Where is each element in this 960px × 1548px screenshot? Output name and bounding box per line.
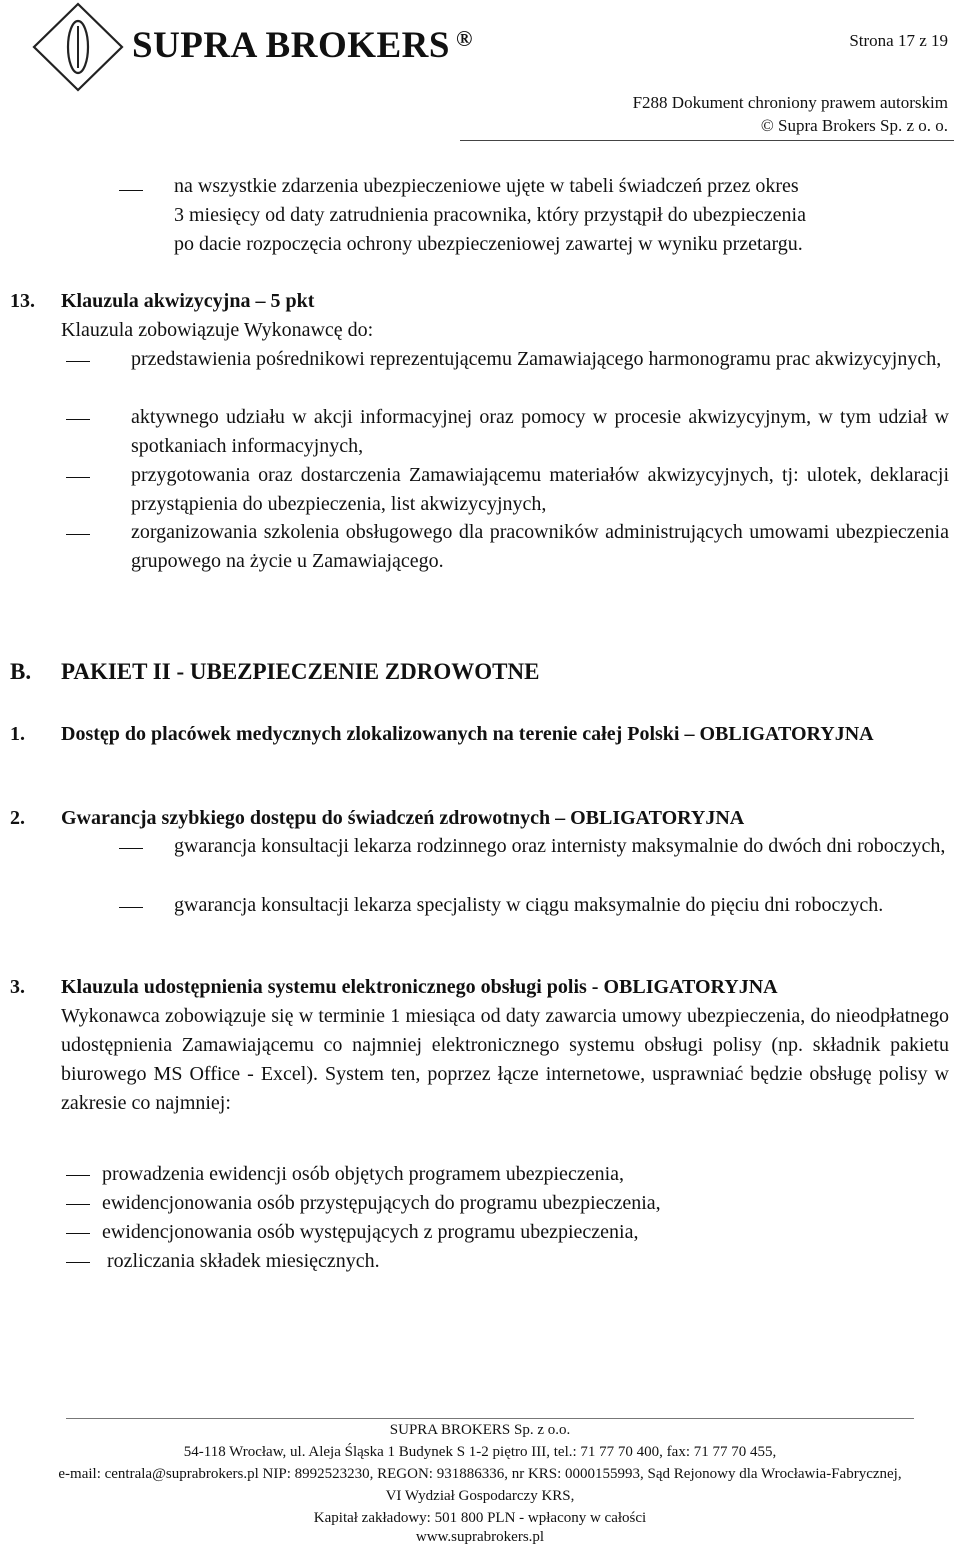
section-13-title: Klauzula akwizycyjna – 5 pkt (61, 290, 315, 312)
supra-brokers-logo-icon (30, 0, 126, 94)
bullet-dash (66, 419, 90, 420)
footer-company: SUPRA BROKERS Sp. z o.o. (389, 1422, 571, 1438)
registered-mark: ® (455, 26, 473, 51)
bullet-dash (119, 907, 143, 908)
section-13-item-1: przedstawienia pośrednikowi reprezentującemu Zamawiającego harmonogramu prac akwizycyjnych, (131, 348, 942, 370)
point-1-title: Dostęp do placówek medycznych zlokalizowanych na terenie całej Polski – OBLIGATORYJNA (61, 723, 874, 745)
point-2-item-2: gwarancja konsultacji lekarza specjalisty w ciągu maksymalnie do pięciu dni roboczych. (174, 894, 884, 916)
footer-capital: Kapitał zakładowy: 501 800 PLN - wpłacony w całości (313, 1510, 647, 1526)
package-b-letter: B. (10, 659, 32, 684)
bullet-dash (66, 361, 90, 362)
bullet-dash (66, 1175, 90, 1176)
section-13-item-2: aktywnego udziału w akcji informacyjnej oraz pomocy w procesie akwizycyjnym, w tym udział w spotkaniach informacyjnych, (131, 406, 949, 457)
bullet-dash (66, 477, 90, 478)
package-b-title: PAKIET II - UBEZPIECZENIE ZDROWOTNE (61, 659, 540, 684)
intro-line-2: 3 miesięcy od daty zatrudnienia pracownika, który przystąpił do ubezpieczenia (174, 204, 806, 226)
bullet-dash (66, 1204, 90, 1205)
copyright-owner: © Supra Brokers Sp. z o. o. (760, 116, 948, 135)
point-3-item-1: prowadzenia ewidencji osób objętych programem ubezpieczenia, (102, 1163, 625, 1185)
footer-website-link[interactable]: www.suprabrokers.pl (415, 1529, 545, 1545)
header-rule (460, 140, 954, 141)
bullet-dash (66, 1262, 90, 1263)
point-3-item-2: ewidencjonowania osób przystępujących do programu ubezpieczenia, (102, 1192, 661, 1214)
point-2-title: Gwarancja szybkiego dostępu do świadczeń zdrowotnych – OBLIGATORYJNA (61, 807, 745, 829)
footer-court-division: VI Wydział Gospodarczy KRS, (385, 1488, 575, 1504)
point-2-number: 2. (10, 807, 25, 829)
point-2-item-1: gwarancja konsultacji lekarza rodzinnego oraz internisty maksymalnie do dwóch dni roboczych, (174, 835, 946, 857)
intro-line-1: na wszystkie zdarzenia ubezpieczeniowe ujęte w tabeli świadczeń przez okres (174, 175, 799, 197)
bullet-dash (119, 848, 143, 849)
bullet-dash (119, 190, 143, 191)
intro-line-3: po dacie rozpoczęcia ochrony ubezpieczeniowej zawartej w wyniku przetargu. (174, 233, 803, 255)
bullet-dash (66, 534, 90, 535)
point-1-number: 1. (10, 723, 25, 745)
brand-name: SUPRA BROKERS ® (132, 25, 473, 66)
point-3-item-4: rozliczania składek miesięcznych. (102, 1250, 380, 1272)
footer-address: 54-118 Wrocław, ul. Aleja Śląska 1 Budynek S 1-2 piętro III, tel.: 71 77 70 400, fax: 71 77 70 455, (183, 1444, 777, 1460)
point-3-body: Wykonawca zobowiązuje się w terminie 1 miesiąca od daty zawarcia umowy ubezpieczenia, do nieodpłatnego udostępnienia Zamawiającemu co najmniej elektronicznego systemu obsługi polisy (np. składnik pakietu biurowego MS Office - Excel). System ten, poprzez łącze internetowe, usprawniać będzie obsługę polisy w zakresie co najmniej: (61, 1005, 949, 1114)
page-number: Strona 17 z 19 (849, 31, 948, 50)
footer-registration: e-mail: centrala@suprabrokers.pl NIP: 8992523230, REGON: 931886336, nr KRS: 0000155993, Sąd Rejonowy dla Wrocławia-Fabrycznej, (58, 1466, 902, 1482)
copyright-notice: F288 Dokument chroniony prawem autorskim (632, 93, 948, 112)
section-13-intro: Klauzula zobowiązuje Wykonawcę do: (61, 319, 374, 341)
point-3-number: 3. (10, 976, 25, 998)
point-3-title: Klauzula udostępnienia systemu elektronicznego obsługi polis - OBLIGATORYJNA (61, 976, 778, 998)
section-13-item-4: zorganizowania szkolenia obsługowego dla pracowników administrujących umowami ubezpieczenia grupowego na życie u Zamawiającego. (131, 521, 949, 572)
bullet-dash (66, 1233, 90, 1234)
section-13-item-3: przygotowania oraz dostarczenia Zamawiającemu materiałów akwizycyjnych, tj: ulotek, deklaracji przystąpienia do ubezpieczenia, list akwizycyjnych, (131, 464, 949, 515)
point-3-item-3: ewidencjonowania osób występujących z programu ubezpieczenia, (102, 1221, 639, 1243)
section-13-number: 13. (10, 290, 35, 312)
